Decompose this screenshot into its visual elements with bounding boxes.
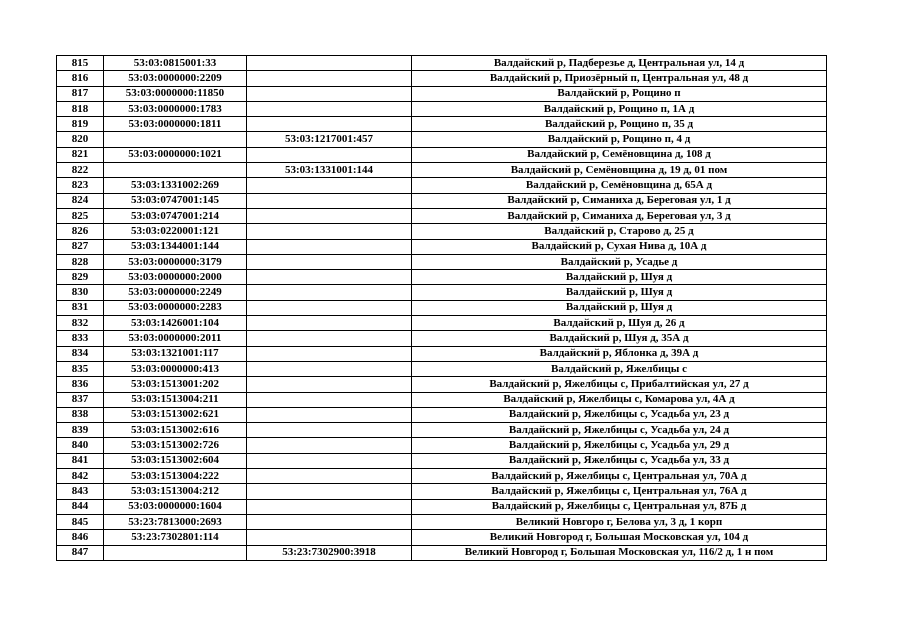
cadastral-number-cell: 53:03:0220001:121	[104, 224, 247, 239]
address-cell: Валдайский р, Яблонка д, 39А д	[412, 346, 827, 361]
cadastral-number-alt-cell	[247, 208, 412, 223]
row-number-cell: 841	[57, 453, 104, 468]
row-number-cell: 844	[57, 499, 104, 514]
table-row	[57, 407, 827, 422]
row-number-cell: 842	[57, 469, 104, 484]
address-cell: Валдайский р, Симаниха д, Береговая ул, 1 д	[412, 193, 827, 208]
property-register-table	[56, 55, 827, 561]
row-number-cell: 822	[57, 163, 104, 178]
address-cell: Валдайский р, Приозёрный п, Центральная ул, 48 д	[412, 71, 827, 86]
row-number-cell: 823	[57, 178, 104, 193]
table-row	[57, 193, 827, 208]
table-row	[57, 316, 827, 331]
cadastral-number-cell: 53:03:0000000:1021	[104, 147, 247, 162]
table-row	[57, 545, 827, 560]
cadastral-number-alt-cell	[247, 193, 412, 208]
row-number-cell: 846	[57, 530, 104, 545]
address-cell: Валдайский р, Яжелбицы с, Центральная ул, 70А д	[412, 469, 827, 484]
cadastral-number-cell	[104, 132, 247, 147]
row-number-cell: 816	[57, 71, 104, 86]
address-cell: Валдайский р, Рощино п, 1А д	[412, 101, 827, 116]
address-cell: Валдайский р, Старово д, 25 д	[412, 224, 827, 239]
row-number-cell: 825	[57, 208, 104, 223]
cadastral-number-alt-cell	[247, 392, 412, 407]
cadastral-number-alt-cell: 53:03:1217001:457	[247, 132, 412, 147]
table-row	[57, 499, 827, 514]
cadastral-number-cell: 53:03:0747001:214	[104, 208, 247, 223]
table-row	[57, 361, 827, 376]
table-row	[57, 101, 827, 116]
row-number-cell: 839	[57, 423, 104, 438]
cadastral-number-cell	[104, 545, 247, 560]
cadastral-number-alt-cell	[247, 300, 412, 315]
address-cell: Валдайский р, Симаниха д, Береговая ул, 3 д	[412, 208, 827, 223]
cadastral-number-cell: 53:03:0000000:11850	[104, 86, 247, 101]
cadastral-number-cell: 53:03:1513004:211	[104, 392, 247, 407]
cadastral-number-alt-cell	[247, 514, 412, 529]
cadastral-number-alt-cell	[247, 117, 412, 132]
cadastral-number-cell: 53:03:0000000:1783	[104, 101, 247, 116]
cadastral-number-alt-cell	[247, 285, 412, 300]
cadastral-number-cell: 53:03:0000000:1604	[104, 499, 247, 514]
row-number-cell: 830	[57, 285, 104, 300]
row-number-cell: 817	[57, 86, 104, 101]
row-number-cell: 836	[57, 377, 104, 392]
cadastral-number-alt-cell	[247, 86, 412, 101]
cadastral-number-alt-cell	[247, 331, 412, 346]
table-row	[57, 453, 827, 468]
address-cell: Валдайский р, Яжелбицы с, Усадьба ул, 23 д	[412, 407, 827, 422]
row-number-cell: 838	[57, 407, 104, 422]
cadastral-number-alt-cell	[247, 469, 412, 484]
table-row	[57, 438, 827, 453]
row-number-cell: 837	[57, 392, 104, 407]
table-row	[57, 270, 827, 285]
cadastral-number-alt-cell	[247, 56, 412, 71]
address-cell: Валдайский р, Рощино п	[412, 86, 827, 101]
table-body	[57, 56, 827, 561]
cadastral-number-alt-cell	[247, 499, 412, 514]
table-row	[57, 178, 827, 193]
cadastral-number-cell: 53:03:1321001:117	[104, 346, 247, 361]
row-number-cell: 821	[57, 147, 104, 162]
table-row	[57, 469, 827, 484]
cadastral-number-alt-cell	[247, 423, 412, 438]
row-number-cell: 847	[57, 545, 104, 560]
address-cell: Валдайский р, Семёновщина д, 65А д	[412, 178, 827, 193]
table-row	[57, 132, 827, 147]
cadastral-number-cell: 53:03:0000000:2283	[104, 300, 247, 315]
cadastral-number-cell: 53:03:0000000:3179	[104, 254, 247, 269]
table-row	[57, 346, 827, 361]
table-row	[57, 224, 827, 239]
cadastral-number-cell: 53:03:1513001:202	[104, 377, 247, 392]
cadastral-number-alt-cell	[247, 224, 412, 239]
cadastral-number-alt-cell: 53:23:7302900:3918	[247, 545, 412, 560]
row-number-cell: 815	[57, 56, 104, 71]
table-row	[57, 56, 827, 71]
row-number-cell: 833	[57, 331, 104, 346]
address-cell: Валдайский р, Усадье д	[412, 254, 827, 269]
row-number-cell: 818	[57, 101, 104, 116]
row-number-cell: 826	[57, 224, 104, 239]
cadastral-number-alt-cell	[247, 361, 412, 376]
cadastral-number-cell: 53:03:1331002:269	[104, 178, 247, 193]
cadastral-number-alt-cell	[247, 101, 412, 116]
cadastral-number-cell: 53:03:0000000:1811	[104, 117, 247, 132]
cadastral-number-cell: 53:03:1513002:621	[104, 407, 247, 422]
cadastral-number-cell: 53:03:0000000:2209	[104, 71, 247, 86]
row-number-cell: 840	[57, 438, 104, 453]
cadastral-number-cell	[104, 163, 247, 178]
address-cell: Валдайский р, Шуя д	[412, 285, 827, 300]
address-cell: Валдайский р, Падберезье д, Центральная ул, 14 д	[412, 56, 827, 71]
table-row	[57, 377, 827, 392]
row-number-cell: 820	[57, 132, 104, 147]
cadastral-number-alt-cell	[247, 270, 412, 285]
cadastral-number-alt-cell	[247, 254, 412, 269]
address-cell: Валдайский р, Рощино п, 35 д	[412, 117, 827, 132]
cadastral-number-cell: 53:23:7813000:2693	[104, 514, 247, 529]
cadastral-number-alt-cell	[247, 178, 412, 193]
table-row	[57, 484, 827, 499]
row-number-cell: 845	[57, 514, 104, 529]
cadastral-number-alt-cell	[247, 438, 412, 453]
row-number-cell: 828	[57, 254, 104, 269]
table-row	[57, 147, 827, 162]
row-number-cell: 831	[57, 300, 104, 315]
address-cell: Валдайский р, Рощино п, 4 д	[412, 132, 827, 147]
table-row	[57, 254, 827, 269]
cadastral-number-cell: 53:03:0000000:2249	[104, 285, 247, 300]
address-cell: Великий Новгоро г, Белова ул, 3 д, 1 корп	[412, 514, 827, 529]
address-cell: Валдайский р, Яжелбицы с, Комарова ул, 4А д	[412, 392, 827, 407]
address-cell: Великий Новгород г, Большая Московская ул, 104 д	[412, 530, 827, 545]
cadastral-number-cell: 53:23:7302801:114	[104, 530, 247, 545]
row-number-cell: 819	[57, 117, 104, 132]
address-cell: Валдайский р, Шуя д	[412, 300, 827, 315]
cadastral-number-cell: 53:03:0815001:33	[104, 56, 247, 71]
address-cell: Валдайский р, Яжелбицы с, Усадьба ул, 33 д	[412, 453, 827, 468]
cadastral-number-cell: 53:03:1426001:104	[104, 316, 247, 331]
address-cell: Валдайский р, Яжелбицы с, Прибалтийская ул, 27 д	[412, 377, 827, 392]
address-cell: Валдайский р, Шуя д, 26 д	[412, 316, 827, 331]
cadastral-number-alt-cell	[247, 484, 412, 499]
table-row	[57, 86, 827, 101]
table-row	[57, 530, 827, 545]
cadastral-number-alt-cell	[247, 239, 412, 254]
table-row	[57, 285, 827, 300]
cadastral-number-cell: 53:03:1513002:616	[104, 423, 247, 438]
cadastral-number-cell: 53:03:0747001:145	[104, 193, 247, 208]
table-row	[57, 239, 827, 254]
cadastral-number-alt-cell	[247, 316, 412, 331]
row-number-cell: 832	[57, 316, 104, 331]
table-row	[57, 331, 827, 346]
address-cell: Валдайский р, Яжелбицы с, Усадьба ул, 29 д	[412, 438, 827, 453]
cadastral-number-alt-cell	[247, 407, 412, 422]
table-row	[57, 300, 827, 315]
address-cell: Валдайский р, Яжелбицы с, Центральная ул, 76А д	[412, 484, 827, 499]
row-number-cell: 827	[57, 239, 104, 254]
cadastral-number-alt-cell: 53:03:1331001:144	[247, 163, 412, 178]
cadastral-number-cell: 53:03:0000000:413	[104, 361, 247, 376]
address-cell: Валдайский р, Яжелбицы с, Усадьба ул, 24 д	[412, 423, 827, 438]
address-cell: Валдайский р, Яжелбицы с, Центральная ул, 87Б д	[412, 499, 827, 514]
address-cell: Валдайский р, Семёновщина д, 108 д	[412, 147, 827, 162]
cadastral-number-cell: 53:03:1513002:726	[104, 438, 247, 453]
table-row	[57, 163, 827, 178]
cadastral-number-alt-cell	[247, 530, 412, 545]
row-number-cell: 834	[57, 346, 104, 361]
cadastral-number-cell: 53:03:1513004:222	[104, 469, 247, 484]
cadastral-number-cell: 53:03:1344001:144	[104, 239, 247, 254]
row-number-cell: 824	[57, 193, 104, 208]
row-number-cell: 829	[57, 270, 104, 285]
cadastral-number-alt-cell	[247, 377, 412, 392]
cadastral-number-cell: 53:03:0000000:2011	[104, 331, 247, 346]
address-cell: Валдайский р, Шуя д	[412, 270, 827, 285]
cadastral-number-alt-cell	[247, 71, 412, 86]
cadastral-number-alt-cell	[247, 147, 412, 162]
cadastral-number-cell: 53:03:0000000:2000	[104, 270, 247, 285]
row-number-cell: 835	[57, 361, 104, 376]
address-cell: Валдайский р, Шуя д, 35А д	[412, 331, 827, 346]
table-row	[57, 392, 827, 407]
row-number-cell: 843	[57, 484, 104, 499]
table-row	[57, 117, 827, 132]
table-row	[57, 514, 827, 529]
address-cell: Валдайский р, Сухая Нива д, 10А д	[412, 239, 827, 254]
address-cell: Валдайский р, Семёновщина д, 19 д, 01 пом	[412, 163, 827, 178]
address-cell: Валдайский р, Яжелбицы с	[412, 361, 827, 376]
cadastral-number-cell: 53:03:1513002:604	[104, 453, 247, 468]
cadastral-number-alt-cell	[247, 453, 412, 468]
table-row	[57, 423, 827, 438]
cadastral-number-cell: 53:03:1513004:212	[104, 484, 247, 499]
table-row	[57, 71, 827, 86]
table-row	[57, 208, 827, 223]
address-cell: Великий Новгород г, Большая Московская ул, 116/2 д, 1 н пом	[412, 545, 827, 560]
cadastral-number-alt-cell	[247, 346, 412, 361]
